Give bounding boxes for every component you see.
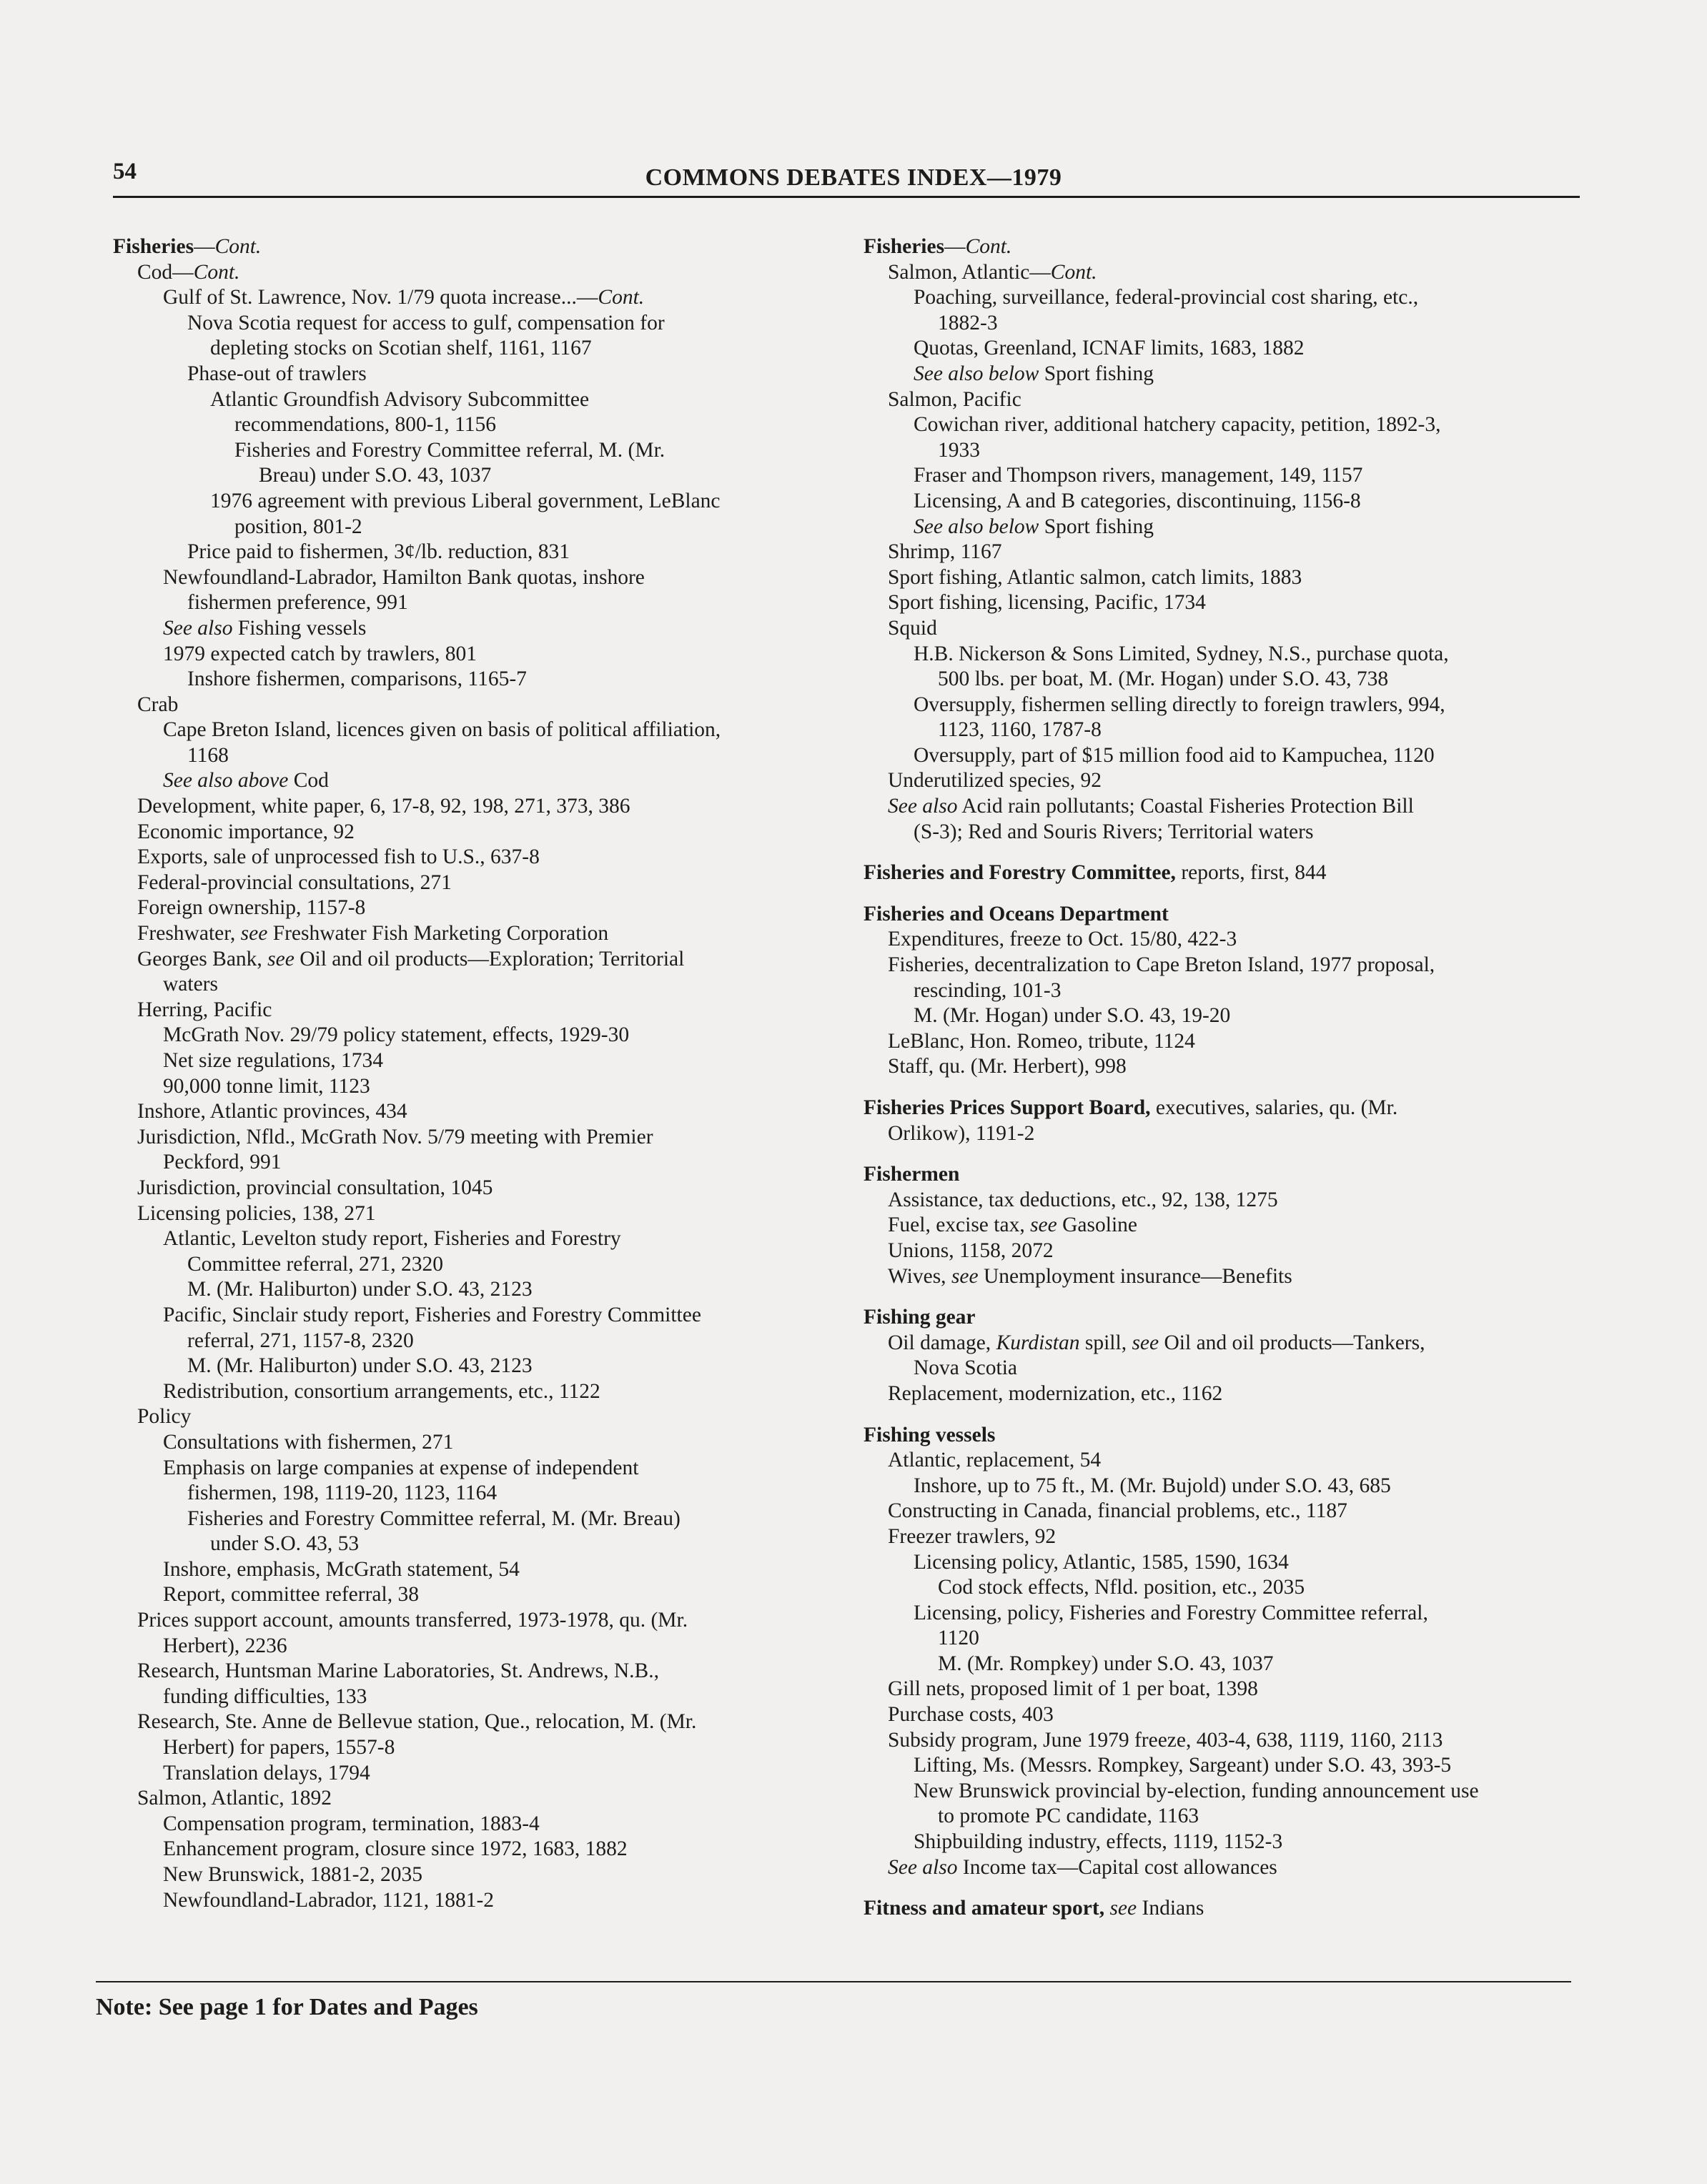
- index-entry: [864, 1728, 1600, 1754]
- index-entry: [864, 590, 1600, 616]
- header-rule: [113, 196, 1580, 198]
- index-entry: [864, 820, 1600, 845]
- entry-text: Staff, qu. (Mr. Herbert), 998: [888, 1055, 1127, 1078]
- index-entry: [113, 998, 849, 1023]
- index-entry: [864, 1804, 1600, 1830]
- index-entry: [864, 667, 1600, 693]
- entry-text: Foreign ownership, 1157-8: [137, 896, 366, 920]
- index-entry: [864, 412, 1600, 438]
- entry-text: Sport fishing: [1039, 515, 1154, 538]
- index-heading: [113, 234, 849, 260]
- entry-spacer: [864, 1080, 1600, 1096]
- footer-note: Note: See page 1 for Dates and Pages: [96, 1994, 478, 2020]
- index-entry: [113, 743, 849, 769]
- entry-text: Cont.: [214, 235, 262, 258]
- index-entry: [864, 311, 1600, 337]
- entry-text: New Brunswick provincial by-election, funding announcement use: [914, 1779, 1479, 1802]
- entry-text: See also above: [163, 769, 289, 793]
- entry-text: rescinding, 101-3: [914, 978, 1062, 1002]
- entry-text: Sport fishing: [1039, 362, 1154, 385]
- entry-spacer: [864, 886, 1600, 902]
- entry-text: (S-3); Red and Souris Rivers; Territorial waters: [914, 820, 1314, 843]
- entry-spacer: [864, 1880, 1600, 1896]
- entry-text: H.B. Nickerson & Sons Limited, Sydney, N.S., purchase quota,: [914, 642, 1449, 665]
- entry-text: Inshore fishermen, comparisons, 1165-7: [187, 667, 527, 691]
- index-entry: [864, 693, 1600, 718]
- entry-text: Fisheries and Forestry Committee referral, M. (Mr. Breau): [187, 1507, 681, 1530]
- index-entry: [864, 927, 1600, 953]
- entry-text: Fuel, excise tax,: [888, 1213, 1031, 1237]
- index-entry: [864, 1753, 1600, 1779]
- entry-text: Nova Scotia: [914, 1356, 1018, 1380]
- entry-text: Income tax—Capital cost allowances: [957, 1855, 1277, 1879]
- index-entry: [113, 1456, 849, 1481]
- index-entry: [864, 1677, 1600, 1702]
- entry-text: 1979 expected catch by trawlers, 801: [163, 642, 478, 665]
- index-heading: [864, 860, 1600, 886]
- index-entry: [113, 1329, 849, 1354]
- index-entry: [864, 1003, 1600, 1029]
- entry-text: Licensing, policy, Fisheries and Forestry Committee referral,: [914, 1601, 1428, 1624]
- entry-text: see: [951, 1264, 979, 1288]
- entry-text: Squid: [888, 616, 937, 640]
- index-heading: [864, 234, 1600, 260]
- entry-text: Cape Breton Island, licences given on basis of political affiliation,: [163, 718, 721, 742]
- entry-text: Gulf of St. Lawrence, Nov. 1/79 quota increase...—: [163, 286, 598, 309]
- entry-text: Redistribution, consortium arrangements, etc., 1122: [163, 1379, 600, 1403]
- index-entry: [113, 1150, 849, 1176]
- index-entry: [113, 489, 849, 515]
- index-entry: [864, 565, 1600, 591]
- index-entry: [113, 794, 849, 820]
- entry-text: 1120: [938, 1627, 979, 1650]
- index-entry: [864, 515, 1600, 540]
- index-entry: [113, 1684, 849, 1710]
- index-entry: [113, 412, 849, 438]
- index-entry: [864, 616, 1600, 642]
- entry-text: McGrath Nov. 29/79 policy statement, effects, 1929-30: [163, 1023, 630, 1047]
- entry-text: Assistance, tax deductions, etc., 92, 138, 1275: [888, 1188, 1278, 1211]
- index-entry: [864, 1652, 1600, 1677]
- entry-text: Herbert), 2236: [163, 1634, 287, 1657]
- entry-text: Inshore, up to 75 ft., M. (Mr. Bujold) under S.O. 43, 685: [914, 1474, 1391, 1497]
- index-entry: [113, 1608, 849, 1634]
- entry-text: Jurisdiction, Nfld., McGrath Nov. 5/79 meeting with Premier: [137, 1125, 653, 1148]
- entry-text: M. (Mr. Haliburton) under S.O. 43, 2123: [187, 1354, 533, 1378]
- entry-text: Crab: [137, 693, 179, 716]
- index-entry: [864, 1448, 1600, 1474]
- entry-text: Salmon, Atlantic, 1892: [137, 1787, 332, 1810]
- entry-text: M. (Mr. Haliburton) under S.O. 43, 2123: [187, 1278, 533, 1301]
- entry-text: 1882-3: [938, 311, 998, 334]
- footer-rule: [96, 1981, 1571, 1982]
- index-entry: [113, 1862, 849, 1888]
- index-entry: [113, 870, 849, 896]
- entry-text: depleting stocks on Scotian shelf, 1161, 1167: [210, 337, 592, 360]
- entry-text: Poaching, surveillance, federal-provincial cost sharing, etc.,: [914, 286, 1419, 309]
- entry-text: Newfoundland-Labrador, Hamilton Bank quotas, inshore: [163, 565, 645, 589]
- index-entry: [864, 1474, 1600, 1499]
- index-entry: [864, 1054, 1600, 1080]
- entry-text: under S.O. 43, 53: [210, 1532, 360, 1556]
- entry-text: Cont.: [965, 235, 1012, 258]
- page-number: 54: [113, 159, 137, 184]
- index-entry: [113, 336, 849, 362]
- entry-text: Price paid to fishermen, 3¢/lb. reduction, 831: [187, 540, 570, 564]
- index-heading: [864, 1096, 1600, 1121]
- index-entry: [113, 1481, 849, 1507]
- index-entry: [864, 1524, 1600, 1550]
- index-entry: [113, 1634, 849, 1659]
- entry-text: Fishing vessels: [864, 1423, 996, 1446]
- entry-text: waters: [163, 973, 218, 996]
- entry-text: Oil and oil products—Tankers,: [1159, 1331, 1425, 1354]
- index-entry: [113, 1048, 849, 1074]
- index-entry: [113, 616, 849, 642]
- index-entry: [864, 1381, 1600, 1407]
- entry-text: Gasoline: [1057, 1213, 1137, 1237]
- entry-text: fishermen preference, 991: [187, 591, 408, 615]
- index-entry: [113, 311, 849, 337]
- entry-text: Fisheries and Forestry Committee referral, M. (Mr.: [234, 438, 666, 462]
- entry-text: Subsidy program, June 1979 freeze, 403-4, 638, 1119, 1160, 2113: [888, 1728, 1443, 1752]
- index-entry: [864, 978, 1600, 1004]
- entry-text: 1976 agreement with previous Liberal government, LeBlanc: [210, 489, 721, 512]
- entry-text: Oil damage,: [888, 1331, 996, 1354]
- index-entry: [113, 540, 849, 565]
- index-entry: [113, 1761, 849, 1787]
- entry-text: Shipbuilding industry, effects, 1119, 1152-3: [914, 1830, 1283, 1854]
- index-entry: [113, 947, 849, 973]
- entry-text: Atlantic Groundfish Advisory Subcommittee: [210, 387, 590, 411]
- index-entry: [113, 1379, 849, 1405]
- index-entry: [113, 972, 849, 998]
- index-entry: [113, 362, 849, 387]
- entry-text: Research, Ste. Anne de Bellevue station, Que., relocation, M. (Mr.: [137, 1710, 697, 1734]
- entry-text: Acid rain pollutants; Coastal Fisheries Protection Bill: [957, 795, 1414, 818]
- entry-text: Replacement, modernization, etc., 1162: [888, 1381, 1223, 1405]
- index-entry: [864, 1855, 1600, 1881]
- entry-text: Oil and oil products—Exploration; Territorial: [294, 947, 685, 971]
- entry-text: Consultations with fishermen, 271: [163, 1430, 454, 1454]
- index-entry: [113, 1532, 849, 1557]
- index-entry: [113, 1176, 849, 1201]
- entry-text: See also: [888, 795, 958, 818]
- entry-text: Fisheries, decentralization to Cape Breton Island, 1977 proposal,: [888, 953, 1435, 977]
- entry-text: Cont.: [193, 260, 240, 284]
- entry-text: Translation delays, 1794: [163, 1761, 370, 1785]
- index-column-right: [864, 234, 1600, 1922]
- index-entry: [113, 1709, 849, 1735]
- entry-text: Fraser and Thompson rivers, management, 149, 1157: [914, 464, 1363, 487]
- entry-text: fishermen, 198, 1119-20, 1123, 1164: [187, 1481, 498, 1505]
- index-entry: [113, 1582, 849, 1608]
- entry-text: Exports, sale of unprocessed fish to U.S., 637-8: [137, 845, 540, 869]
- index-entry: [113, 1786, 849, 1812]
- entry-text: Fisheries and Oceans Department: [864, 902, 1169, 925]
- entry-text: Fishing vessels: [232, 616, 367, 640]
- index-entry: [113, 921, 849, 947]
- entry-text: funding difficulties, 133: [163, 1684, 367, 1708]
- entry-text: Unions, 1158, 2072: [888, 1239, 1054, 1262]
- index-entry: [113, 565, 849, 591]
- entry-text: LeBlanc, Hon. Romeo, tribute, 1124: [888, 1029, 1195, 1053]
- index-entry: [113, 895, 849, 921]
- entry-text: Gill nets, proposed limit of 1 per boat, 1398: [888, 1677, 1258, 1701]
- entry-text: Fisheries: [113, 235, 194, 258]
- entry-text: Fisheries Prices Support Board,: [864, 1096, 1151, 1119]
- index-entry: [864, 1264, 1600, 1290]
- entry-text: Quotas, Greenland, ICNAF limits, 1683, 1882: [914, 337, 1305, 360]
- entry-text: executives, salaries, qu. (Mr.: [1150, 1096, 1398, 1119]
- entry-text: Oversupply, fishermen selling directly to foreign trawlers, 994,: [914, 693, 1445, 716]
- entry-text: spill,: [1079, 1331, 1132, 1354]
- index-entry: [864, 540, 1600, 565]
- index-entry: [113, 1303, 849, 1329]
- entry-text: Wives,: [888, 1264, 951, 1288]
- index-heading: [864, 1305, 1600, 1331]
- index-entry: [113, 285, 849, 311]
- entry-text: Purchase costs, 403: [888, 1703, 1054, 1727]
- entry-text: Committee referral, 271, 2320: [187, 1252, 443, 1276]
- entry-text: —: [944, 235, 966, 258]
- index-entry: [113, 1837, 849, 1862]
- entry-text: Fitness and amateur sport,: [864, 1897, 1105, 1920]
- entry-text: Fisheries and Forestry Committee,: [864, 861, 1176, 885]
- index-entry: [113, 1252, 849, 1278]
- index-entry: [113, 515, 849, 540]
- index-entry: [113, 1659, 849, 1684]
- entry-text: Indians: [1137, 1897, 1204, 1920]
- index-heading: [864, 1423, 1600, 1449]
- entry-text: Orlikow), 1191-2: [888, 1121, 1035, 1145]
- index-entry: [864, 953, 1600, 978]
- index-entry: [113, 1812, 849, 1837]
- index-entry: [113, 642, 849, 667]
- entry-text: Freshwater Fish Marketing Corporation: [267, 922, 609, 945]
- index-heading: [864, 902, 1600, 928]
- entry-spacer: [864, 845, 1600, 860]
- entry-text: Breau) under S.O. 43, 1037: [259, 464, 492, 487]
- index-entry: [113, 1201, 849, 1227]
- index-entry: [864, 1239, 1600, 1264]
- entry-text: Emphasis on large companies at expense of independent: [163, 1456, 639, 1479]
- index-entry: [113, 1354, 849, 1379]
- index-entry: [113, 387, 849, 413]
- entry-text: Fishing gear: [864, 1306, 976, 1329]
- index-entry: [113, 693, 849, 718]
- entry-text: see: [267, 947, 295, 971]
- entry-text: Herring, Pacific: [137, 998, 272, 1021]
- index-entry: [113, 820, 849, 845]
- entry-text: see: [1030, 1213, 1057, 1237]
- entry-text: See also: [888, 1855, 958, 1879]
- index-entry: [864, 463, 1600, 489]
- index-entry: [113, 1099, 849, 1125]
- entry-text: see: [1109, 1897, 1137, 1920]
- entry-text: Oversupply, part of $15 million food aid to Kampuchea, 1120: [914, 743, 1435, 767]
- entry-text: See also below: [914, 515, 1039, 538]
- entry-text: Shrimp, 1167: [888, 540, 1002, 564]
- index-entry: [113, 1507, 849, 1532]
- index-entry: [113, 768, 849, 794]
- entry-text: Peckford, 991: [163, 1151, 282, 1174]
- entry-text: Lifting, Ms. (Messrs. Rompkey, Sargeant) under S.O. 43, 393-5: [914, 1754, 1452, 1777]
- index-entry: [113, 438, 849, 464]
- entry-text: Licensing, A and B categories, discontinuing, 1156-8: [914, 489, 1361, 512]
- index-entry: [113, 1226, 849, 1252]
- index-entry: [113, 1735, 849, 1761]
- index-entry: [113, 1125, 849, 1151]
- index-entry: [113, 1277, 849, 1303]
- index-entry: [864, 362, 1600, 387]
- entry-text: Inshore, emphasis, McGrath statement, 54: [163, 1557, 520, 1581]
- entry-text: to promote PC candidate, 1163: [938, 1805, 1199, 1828]
- entry-text: Cod stock effects, Nfld. position, etc., 2035: [938, 1576, 1305, 1599]
- index-entry: [864, 1626, 1600, 1652]
- index-entry: [864, 438, 1600, 464]
- entry-text: Compensation program, termination, 1883-4: [163, 1812, 540, 1835]
- index-entry: [864, 743, 1600, 769]
- entry-text: Salmon, Atlantic—: [888, 260, 1051, 284]
- entry-text: Newfoundland-Labrador, 1121, 1881-2: [163, 1888, 495, 1912]
- index-entry: [113, 1557, 849, 1583]
- entry-text: See also: [163, 616, 233, 640]
- entry-text: referral, 271, 1157-8, 2320: [187, 1329, 414, 1352]
- entry-spacer: [864, 1146, 1600, 1162]
- index-entry: [113, 845, 849, 870]
- index-entry: [864, 1830, 1600, 1855]
- entry-text: 1933: [938, 438, 980, 462]
- entry-text: Nova Scotia request for access to gulf, compensation for: [187, 311, 665, 334]
- entry-text: Georges Bank,: [137, 947, 268, 971]
- entry-text: See also below: [914, 362, 1039, 385]
- entry-text: Economic importance, 92: [137, 820, 355, 843]
- index-entry: [864, 285, 1600, 311]
- index-entry: [113, 590, 849, 616]
- index-entry: [864, 1029, 1600, 1055]
- entry-text: Report, committee referral, 38: [163, 1583, 419, 1607]
- index-entry: [864, 1550, 1600, 1576]
- index-entry: [864, 1121, 1600, 1147]
- entry-text: Fisheries: [864, 235, 945, 258]
- index-entry: [113, 1888, 849, 1914]
- index-entry: [113, 1430, 849, 1456]
- entry-text: Underutilized species, 92: [888, 769, 1102, 793]
- entry-text: Atlantic, Levelton study report, Fisheries and Forestry: [163, 1227, 621, 1251]
- entry-text: Licensing policies, 138, 271: [137, 1201, 376, 1225]
- entry-text: Enhancement program, closure since 1972, 1683, 1882: [163, 1837, 628, 1861]
- entry-text: Kurdistan: [996, 1331, 1080, 1354]
- entry-text: 1168: [187, 743, 229, 767]
- entry-text: Freshwater,: [137, 922, 241, 945]
- entry-text: Cont.: [598, 286, 645, 309]
- entry-text: Constructing in Canada, financial problems, etc., 1187: [888, 1499, 1347, 1523]
- entry-text: Net size regulations, 1734: [163, 1049, 384, 1072]
- index-entry: [864, 794, 1600, 820]
- index-column-left: [113, 234, 849, 1913]
- index-entry: [864, 260, 1600, 286]
- entry-text: Sport fishing, licensing, Pacific, 1734: [888, 591, 1206, 615]
- entry-text: Cowichan river, additional hatchery capacity, petition, 1892-3,: [914, 413, 1441, 437]
- entry-text: see: [240, 922, 268, 945]
- entry-text: Phase-out of trawlers: [187, 362, 367, 385]
- entry-text: Herbert) for papers, 1557-8: [163, 1736, 395, 1759]
- index-entry: [864, 768, 1600, 794]
- index-entry: [864, 1213, 1600, 1239]
- entry-text: Atlantic, replacement, 54: [888, 1449, 1102, 1472]
- entry-text: 500 lbs. per boat, M. (Mr. Hogan) under S.O. 43, 738: [938, 667, 1389, 691]
- running-head: COMMONS DEBATES INDEX—1979: [645, 164, 1062, 191]
- entry-text: Cod: [288, 769, 329, 793]
- index-entry: [113, 718, 849, 743]
- entry-text: Federal-provincial consultations, 271: [137, 870, 452, 894]
- entry-text: Expenditures, freeze to Oct. 15/80, 422-3: [888, 928, 1237, 951]
- index-entry: [864, 489, 1600, 515]
- index-entry: [113, 463, 849, 489]
- index-entry: [113, 1404, 849, 1430]
- entry-text: New Brunswick, 1881-2, 2035: [163, 1863, 422, 1886]
- index-entry: [113, 667, 849, 693]
- index-heading: [864, 1896, 1600, 1922]
- entry-spacer: [864, 1407, 1600, 1423]
- entry-text: reports, first, 844: [1175, 861, 1327, 885]
- entry-text: Fishermen: [864, 1163, 960, 1186]
- index-entry: [864, 1356, 1600, 1381]
- entry-text: M. (Mr. Hogan) under S.O. 43, 19-20: [914, 1004, 1231, 1028]
- index-entry: [113, 1074, 849, 1100]
- entry-text: Cont.: [1050, 260, 1097, 284]
- entry-text: position, 801-2: [234, 515, 362, 538]
- entry-text: Jurisdiction, provincial consultation, 1045: [137, 1176, 493, 1199]
- entry-text: Licensing policy, Atlantic, 1585, 1590, 1634: [914, 1550, 1289, 1574]
- index-entry: [864, 1702, 1600, 1728]
- entry-text: see: [1132, 1331, 1159, 1354]
- entry-text: Freezer trawlers, 92: [888, 1524, 1057, 1548]
- index-entry: [864, 1499, 1600, 1524]
- entry-text: Research, Huntsman Marine Laboratories, St. Andrews, N.B.,: [137, 1659, 659, 1683]
- index-entry: [864, 1575, 1600, 1601]
- entry-text: Unemployment insurance—Benefits: [978, 1264, 1292, 1288]
- entry-text: Sport fishing, Atlantic salmon, catch limits, 1883: [888, 565, 1302, 589]
- entry-text: Inshore, Atlantic provinces, 434: [137, 1100, 407, 1123]
- entry-text: Cod—: [137, 260, 194, 284]
- index-heading: [864, 1162, 1600, 1188]
- entry-text: Development, white paper, 6, 17-8, 92, 198, 271, 373, 386: [137, 795, 630, 818]
- index-entry: [864, 642, 1600, 667]
- entry-text: Salmon, Pacific: [888, 387, 1021, 411]
- entry-text: Policy: [137, 1405, 192, 1429]
- entry-text: —: [194, 235, 215, 258]
- index-entry: [864, 1601, 1600, 1627]
- index-entry: [864, 1188, 1600, 1213]
- index-entry: [864, 718, 1600, 743]
- index-entry: [113, 260, 849, 286]
- entry-text: 90,000 tonne limit, 1123: [163, 1074, 370, 1098]
- entry-text: M. (Mr. Rompkey) under S.O. 43, 1037: [938, 1652, 1274, 1675]
- entry-text: Pacific, Sinclair study report, Fisheries and Forestry Committee: [163, 1303, 701, 1326]
- entry-spacer: [864, 1289, 1600, 1305]
- index-entry: [864, 387, 1600, 413]
- index-entry: [864, 1779, 1600, 1805]
- entry-text: 1123, 1160, 1787-8: [938, 718, 1102, 742]
- index-entry: [864, 336, 1600, 362]
- index-entry: [864, 1331, 1600, 1356]
- entry-text: Prices support account, amounts transferred, 1973-1978, qu. (Mr.: [137, 1609, 688, 1632]
- entry-text: recommendations, 800-1, 1156: [234, 413, 496, 437]
- index-entry: [113, 1023, 849, 1048]
